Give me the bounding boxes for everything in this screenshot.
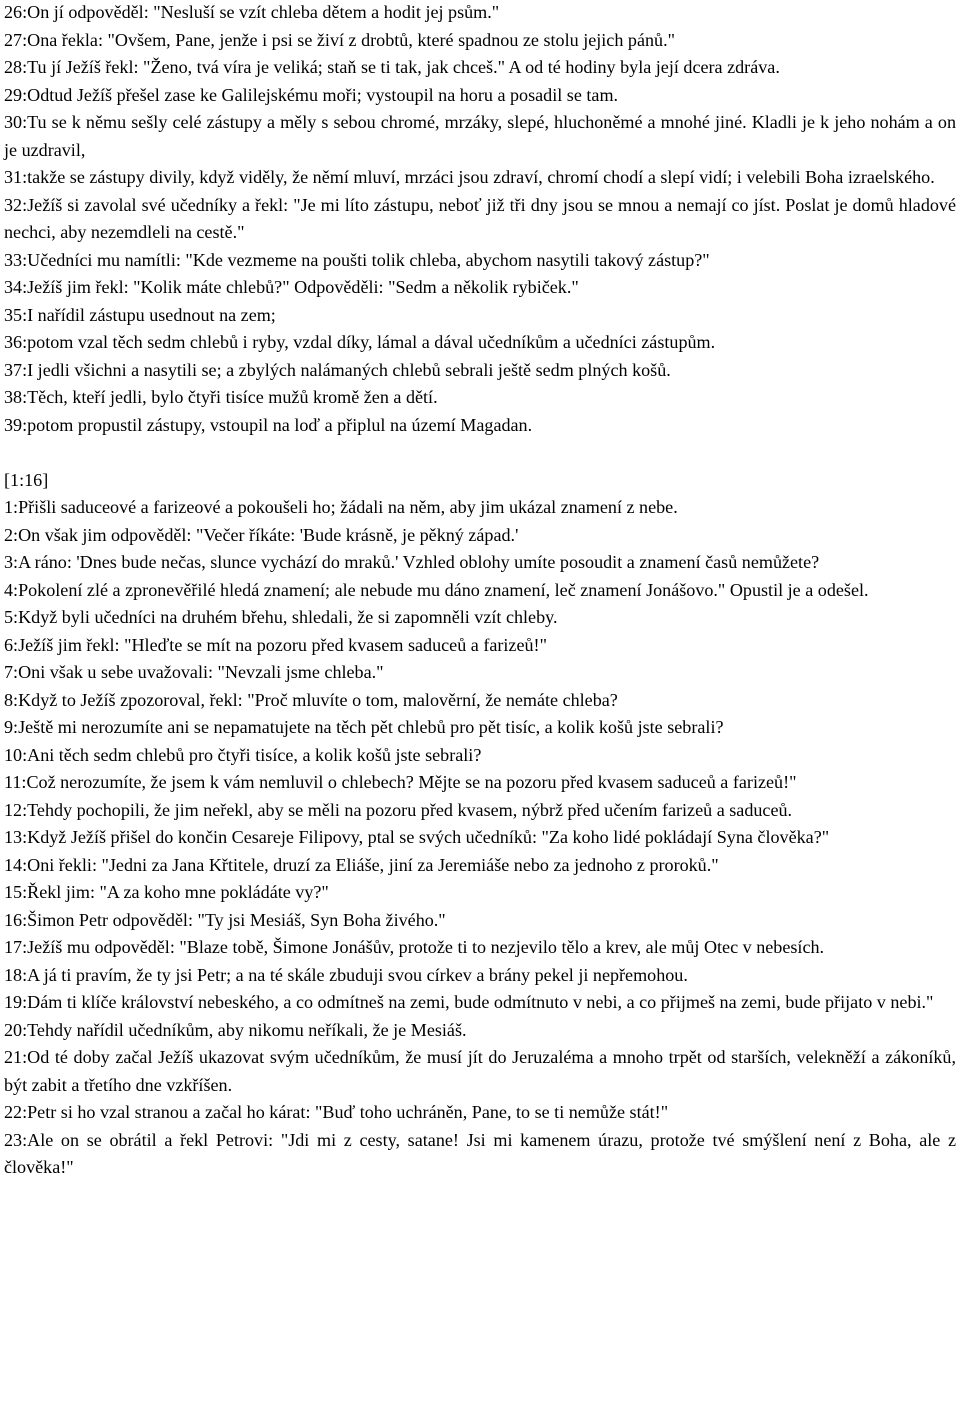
verse: 22:Petr si ho vzal stranou a začal ho kárat: "Buď toho uchráněn, Pane, to se ti nemůže stát!" (4, 1102, 669, 1122)
verse: 3:A ráno: 'Dnes bude nečas, slunce vychází do mraků.' Vzhled oblohy umíte posoudit a znamení časů nemůžete? (4, 552, 820, 572)
verse: 19:Dám ti klíče království nebeského, a co odmítneš na zemi, bude odmítnuto v nebi, a co přijmeš na zemi, bude přijato v nebi." (4, 992, 934, 1012)
verse: 27:Ona řekla: "Ovšem, Pane, jenže i psi se živí z drobtů, které spadnou ze stolu jejich pánů." (4, 29, 675, 50)
verses-block-chapter-16 (4, 494, 956, 1182)
verse: 13:Když Ježíš přišel do končin Cesareje Filipovy, ptal se svých učedníků: "Za koho lidé pokládají Syna člověka?" (4, 827, 830, 847)
verse: 36:potom vzal těch sedm chlebů i ryby, vzdal díky, lámal a dával učedníkům a učedníci zástupům. (4, 332, 716, 352)
verse: 14:Oni řekli: "Jedni za Jana Křtitele, druzí za Eliáše, jiní za Jeremiáše nebo za jednoho z proroků." (4, 854, 719, 875)
verse: 21:Od té doby začal Ježíš ukazovat svým učedníkům, že musí jít do Jeruzaléma a mnoho trpět od starších, velekněží a zákoníků, být zabit a třetího dne vzkříšen. (4, 1047, 956, 1095)
verse: 16:Šimon Petr odpověděl: "Ty jsi Mesiáš, Syn Boha živého." (4, 909, 446, 930)
verse: 33:Učedníci mu namítli: "Kde vezmeme na poušti tolik chleba, abychom nasytili takový zástup?" (4, 249, 710, 270)
verses-block-chapter-15 (4, 0, 956, 439)
chapter-header: [1:16] (4, 469, 49, 490)
verse: 20:Tehdy nařídil učedníkům, aby nikomu neříkali, že je Mesiáš. (4, 1019, 467, 1040)
verse: 6:Ježíš jim řekl: "Hleďte se mít na pozoru před kvasem saduceů a farizeů!" (4, 634, 547, 655)
verse: 38:Těch, kteří jedli, bylo čtyři tisíce mužů kromě žen a dětí. (4, 387, 438, 407)
verse: 12:Tehdy pochopili, že jim neřekl, aby se měli na pozoru před kvasem, nýbrž před učením farizeů a saduceů. (4, 799, 793, 820)
verse: 1:Přišli saduceové a farizeové a pokoušeli ho; žádali na něm, aby jim ukázal znamení z nebe. (4, 497, 678, 517)
verse: 35:I nařídil zástupu usednout na zem; (4, 304, 276, 325)
verse: 30:Tu se k němu sešly celé zástupy a měly s sebou chromé, mrzáky, slepé, hluchoněmé a mnohé jiné. Kladli je k jeho nohám a on je uzdravil, (4, 112, 956, 160)
verse: 23:Ale on se obrátil a řekl Petrovi: "Jdi mi z cesty, satane! Jsi mi kamenem úrazu, protože tvé smýšlení není z Boha, ale z člověka!" (4, 1129, 956, 1177)
verse: 34:Ježíš jim řekl: "Kolik máte chlebů?" Odpověděli: "Sedm a několik rybiček." (4, 277, 579, 297)
verse: 29:Odtud Ježíš přešel zase ke Galilejskému moři; vystoupil na horu a posadil se tam. (4, 84, 619, 105)
verse: 39:potom propustil zástupy, vstoupil na loď a připlul na území Magadan. (4, 414, 533, 435)
verse: 10:Ani těch sedm chlebů pro čtyři tisíce, a kolik košů jste sebrali? (4, 744, 482, 765)
verse: 11:Což nerozumíte, že jsem k vám nemluvil o chlebech? Mějte se na pozoru před kvasem saduceů a farizeů!" (4, 772, 797, 792)
verse: 9:Ještě mi nerozumíte ani se nepamatujete na těch pět chlebů pro pět tisíc, a kolik košů jste sebrali? (4, 717, 724, 737)
verse: 15:Řekl jim: "A za koho mne pokládáte vy?" (4, 882, 329, 902)
blank-line (4, 439, 956, 467)
verse: 37:I jedli všichni a nasytili se; a zbylých nalámaných chlebů sebrali ještě sedm plných košů. (4, 359, 671, 380)
verse: 31:takže se zástupy divily, když viděly, že němí mluví, mrzáci jsou zdraví, chromí chodí a slepí vidí; i velebili Boha izraelského. (4, 167, 935, 187)
verse: 17:Ježíš mu odpověděl: "Blaze tobě, Šimone Jonášův, protože ti to nezjevilo tělo a krev, ale můj Otec v nebesích. (4, 937, 825, 957)
verse: 7:Oni však u sebe uvažovali: "Nevzali jsme chleba." (4, 662, 384, 682)
verse: 5:Když byli učedníci na druhém břehu, shledali, že si zapomněli vzít chleby. (4, 607, 558, 627)
verse: 2:On však jim odpověděl: "Večer říkáte: 'Bude krásně, je pěkný západ.' (4, 524, 519, 545)
verse: 32:Ježíš si zavolal své učedníky a řekl: "Je mi líto zástupu, neboť již tři dny jsou se mnou a nemají co jíst. Poslat je domů hladové nechci, aby nezemdleli na cestě." (4, 194, 956, 242)
verse: 18:A já ti pravím, že ty jsi Petr; a na té skále zbuduji svou církev a brány pekel ji nepřemohou. (4, 964, 688, 985)
verse: 4:Pokolení zlé a zpronevěřilé hledá znamení; ale nebude mu dáno znamení, leč znamení Jonášovo." Opustil je a odešel. (4, 579, 869, 600)
verse: 26:On jí odpověděl: "Nesluší se vzít chleba dětem a hodit jej psům." (4, 2, 500, 22)
verse: 28:Tu jí Ježíš řekl: "Ženo, tvá víra je veliká; staň se ti tak, jak chceš." A od té hodiny byla její dcera zdráva. (4, 57, 780, 77)
verse: 8:Když to Ježíš zpozoroval, řekl: "Proč mluvíte o tom, malověrní, že nemáte chleba? (4, 689, 618, 710)
